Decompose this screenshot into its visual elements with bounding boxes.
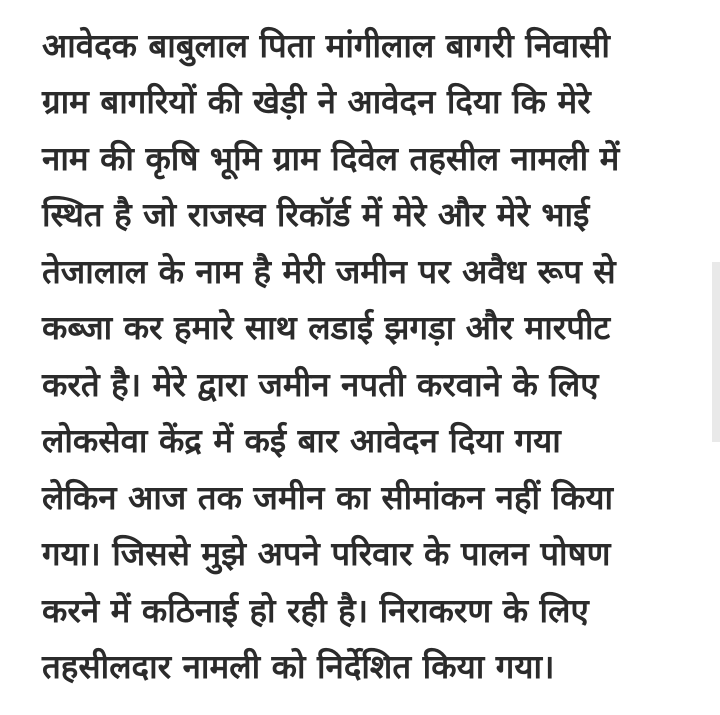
article-line-4: स्थित है जो राजस्व रिकॉर्ड में मेरे और मेरे भाई	[42, 195, 590, 234]
scrollbar-thumb[interactable]	[712, 262, 720, 442]
article-line-3: नाम की कृषि भूमि ग्राम दिवेल तहसील नामली में	[42, 139, 620, 178]
article-line-12: तहसीलदार नामली को निर्देशित किया गया।	[42, 647, 555, 686]
article-line-10: गया। जिससे मुझे अपने परिवार के पालन पोषण	[42, 534, 611, 573]
article-line-11: करने में कठिनाई हो रही है। निराकरण के लिए	[42, 591, 589, 630]
article-line-1: आवेदक बाबुलाल पिता मांगीलाल बागरी निवासी	[42, 26, 610, 65]
article-line-6: कब्जा कर हमारे साथ लडाई झगड़ा और मारपीट	[42, 308, 611, 347]
article-line-7: करते है। मेरे द्वारा जमीन नपती करवाने के लिए	[42, 365, 599, 404]
article-line-8: लोकसेवा केंद्र में कई बार आवेदन दिया गया	[42, 421, 561, 460]
article-line-5: तेजालाल के नाम है मेरी जमीन पर अवैध रूप से	[42, 252, 616, 291]
article-line-9: लेकिन आज तक जमीन का सीमांकन नहीं किया	[42, 478, 614, 517]
article-line-2: ग्राम बागरियों की खेड़ी ने आवेदन दिया कि मेरे	[42, 82, 591, 121]
